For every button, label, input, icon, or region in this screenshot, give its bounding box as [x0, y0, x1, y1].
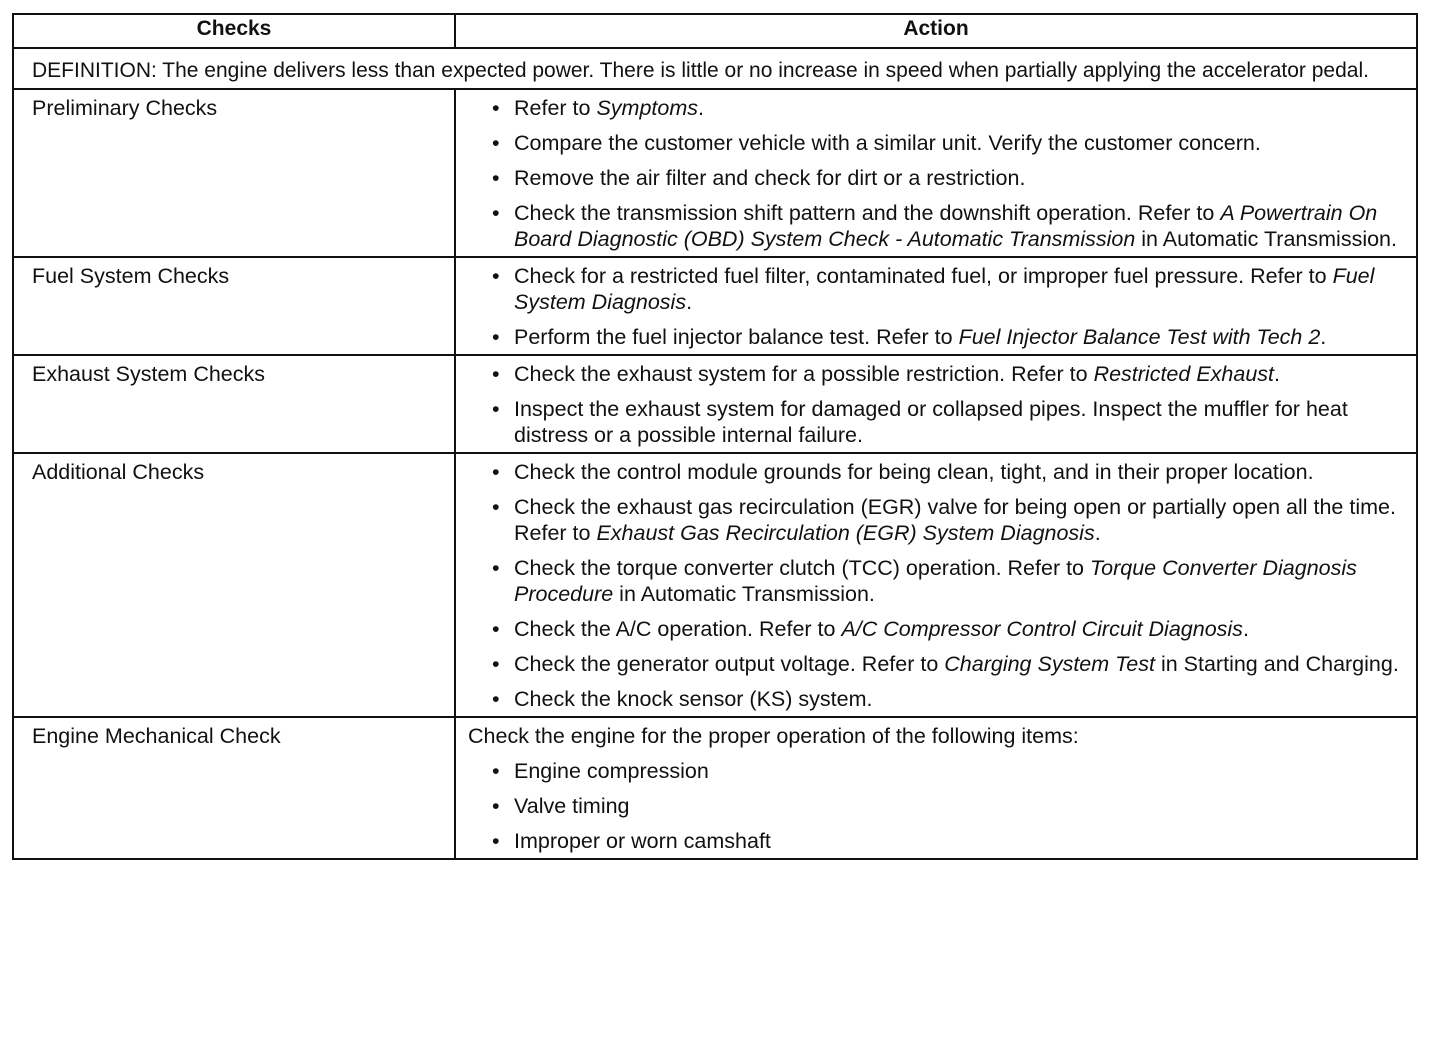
action-intro: Check the engine for the proper operation of the following items: [468, 724, 1079, 748]
item-text: Improper or worn camshaft [514, 829, 771, 853]
item-text: Compare the customer vehicle with a similar unit. Verify the customer concern. [514, 131, 1261, 155]
action-cell [455, 257, 1417, 355]
item-text: Check the transmission shift pattern and the downshift operation. Refer to [514, 201, 1221, 225]
item-reference: Exhaust Gas Recirculation (EGR) System Diagnosis [596, 521, 1095, 545]
check-label: Additional Checks [13, 453, 455, 717]
item-text: Check the exhaust gas recirculation (EGR) valve for being open or partially open all the time. Refer to [514, 495, 1396, 545]
list-item [468, 793, 1408, 819]
list-item [468, 263, 1408, 315]
bullet: • [492, 556, 500, 580]
item-tail: . [1094, 521, 1101, 545]
bullet: • [492, 794, 500, 818]
item-text: Valve timing [514, 794, 630, 818]
bullet: • [492, 829, 500, 853]
list-item [468, 758, 1408, 784]
action-list [468, 95, 1408, 252]
item-text: Check the control module grounds for being clean, tight, and in their proper location. [514, 460, 1314, 484]
item-tail: . [686, 290, 693, 314]
bullet: • [492, 325, 500, 349]
item-tail: . [1242, 617, 1249, 641]
bullet: • [492, 264, 500, 288]
item-text: Inspect the exhaust system for damaged or collapsed pipes. Inspect the muffler for heat distress or a possible internal failure. [514, 397, 1348, 447]
list-item [468, 686, 1408, 712]
item-text: Engine compression [514, 759, 709, 783]
action-cell [455, 453, 1417, 717]
list-item [468, 130, 1408, 156]
header-checks: Checks [13, 14, 455, 48]
action-list [468, 758, 1408, 854]
bullet: • [492, 96, 500, 120]
check-label: Exhaust System Checks [13, 355, 455, 453]
list-item [468, 95, 1408, 121]
item-tail: . [1320, 325, 1327, 349]
item-tail: . [1274, 362, 1280, 386]
bullet: • [492, 652, 500, 676]
item-text: Perform the fuel injector balance test. Refer to [514, 325, 959, 349]
list-item [468, 200, 1408, 252]
bullet: • [492, 687, 500, 711]
action-list [468, 361, 1408, 448]
table-row [13, 717, 1417, 859]
item-tail: in Automatic Transmission. [1135, 227, 1397, 251]
bullet: • [492, 166, 500, 190]
check-label: Fuel System Checks [13, 257, 455, 355]
item-reference: Charging System Test [944, 652, 1155, 676]
definition-row [13, 48, 1417, 89]
action-cell [455, 717, 1417, 859]
item-reference: Torque Converter Diagnosis Procedure [514, 556, 1357, 606]
table-row [13, 453, 1417, 717]
header-action: Action [455, 14, 1417, 48]
list-item [468, 459, 1408, 485]
item-reference: Fuel System Diagnosis [514, 264, 1375, 314]
list-item [468, 494, 1408, 546]
item-text: Check the A/C operation. Refer to [514, 617, 842, 641]
list-item [468, 555, 1408, 607]
bullet: • [492, 397, 500, 421]
item-text: Refer to [514, 96, 597, 120]
check-label: Preliminary Checks [13, 89, 455, 257]
item-reference: Fuel Injector Balance Test with Tech 2 [958, 325, 1321, 349]
action-cell [455, 355, 1417, 453]
item-tail: in Starting and Charging. [1154, 652, 1399, 676]
bullet: • [492, 617, 500, 641]
list-item [468, 651, 1408, 677]
item-text: Check the exhaust system for a possible restriction. Refer to [514, 362, 1094, 386]
item-text: Check the generator output voltage. Refer to [514, 652, 945, 676]
item-reference: Symptoms [596, 96, 699, 120]
bullet: • [492, 131, 500, 155]
item-tail: . [698, 96, 704, 120]
action-list [468, 459, 1408, 712]
bullet: • [492, 460, 500, 484]
table-row [13, 257, 1417, 355]
list-item [468, 324, 1408, 350]
list-item [468, 616, 1408, 642]
check-label: Engine Mechanical Check [13, 717, 455, 859]
item-tail: in Automatic Transmission. [613, 582, 875, 606]
bullet: • [492, 362, 500, 386]
bullet: • [492, 495, 500, 519]
list-item [468, 361, 1408, 387]
definition-text: DEFINITION: The engine delivers less than expected power. There is little or no increase in speed when partially applying the accelerator pedal. [13, 48, 1417, 89]
bullet: • [492, 201, 500, 225]
table-row [13, 355, 1417, 453]
item-text: Check for a restricted fuel filter, contaminated fuel, or improper fuel pressure. Refer to [514, 264, 1333, 288]
list-item [468, 396, 1408, 448]
header-row [13, 14, 1417, 48]
bullet: • [492, 759, 500, 783]
checks-table [12, 13, 1418, 860]
item-text: Check the torque converter clutch (TCC) operation. Refer to [514, 556, 1090, 580]
item-text: Check the knock sensor (KS) system. [514, 687, 873, 711]
item-reference: A Powertrain On Board Diagnostic (OBD) System Check - Automatic Transmission [514, 201, 1378, 251]
item-reference: A/C Compressor Control Circuit Diagnosis [841, 617, 1243, 641]
action-list [468, 263, 1408, 350]
action-cell [455, 89, 1417, 257]
table-row [13, 89, 1417, 257]
item-text: Remove the air filter and check for dirt or a restriction. [514, 166, 1026, 190]
list-item [468, 828, 1408, 854]
item-reference: Restricted Exhaust [1093, 362, 1275, 386]
list-item [468, 165, 1408, 191]
